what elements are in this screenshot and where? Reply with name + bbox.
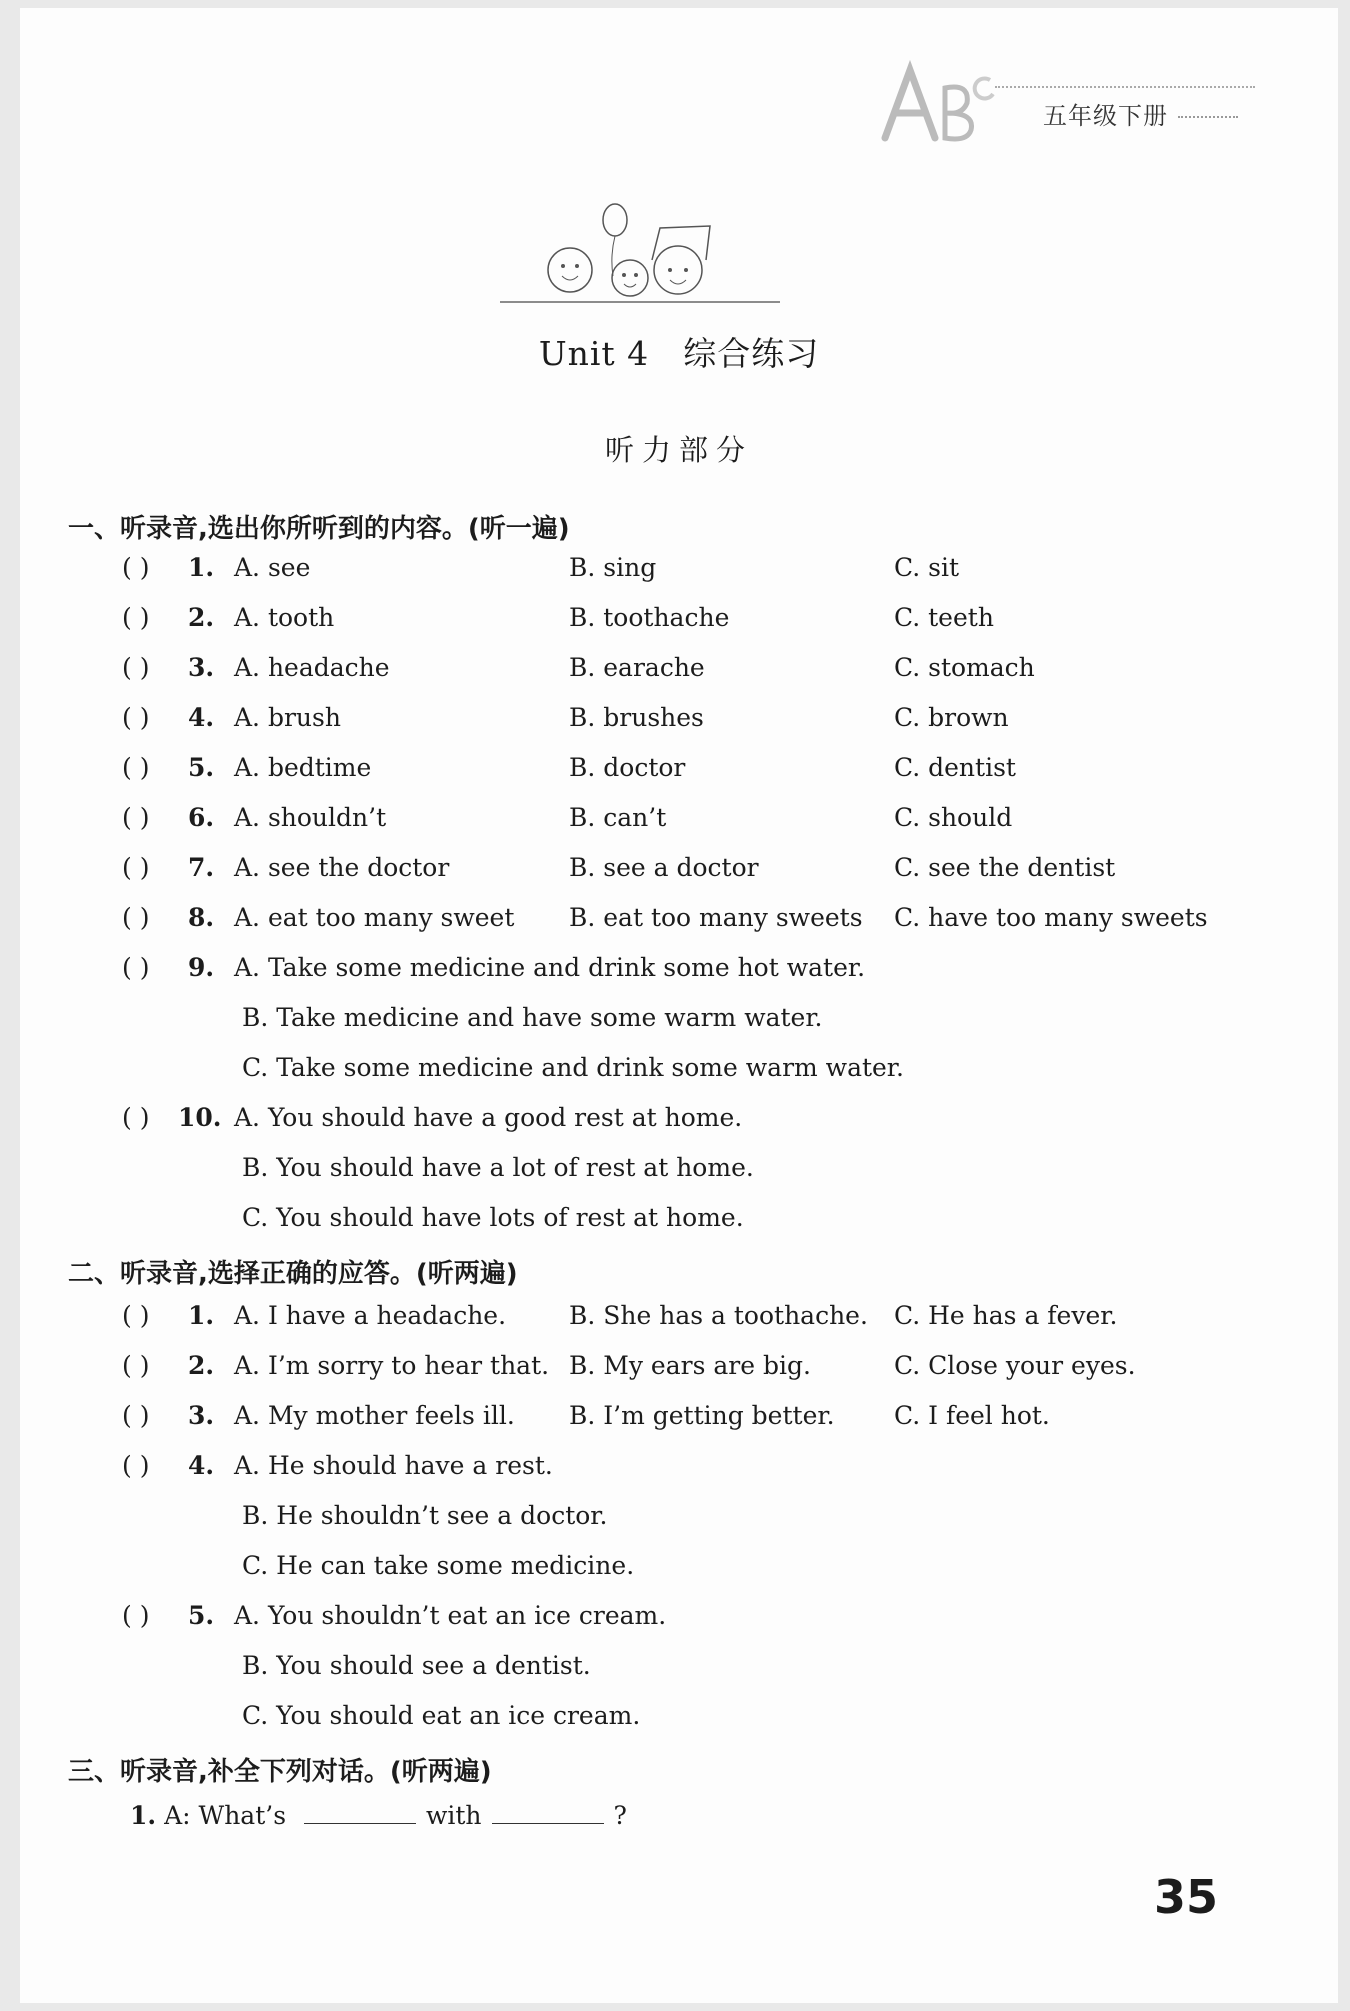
question-number: 3. xyxy=(188,653,215,682)
question-number: 5. xyxy=(188,1601,215,1630)
s2-q4-option-c: C. He can take some medicine. xyxy=(242,1551,635,1580)
option-b: B. My ears are big. xyxy=(569,1351,811,1380)
option-c: C. stomach xyxy=(894,653,1035,682)
option-a: A. see xyxy=(234,553,311,582)
question-number: 6. xyxy=(188,803,215,832)
option-b: B. sing xyxy=(569,553,657,582)
question-number: 10. xyxy=(178,1103,222,1132)
option-b: B. brushes xyxy=(569,703,704,732)
answer-blank-2[interactable] xyxy=(492,1801,604,1824)
option-a: A. brush xyxy=(234,703,341,732)
answer-paren[interactable]: ( ) xyxy=(122,1451,150,1480)
answer-paren[interactable]: ( ) xyxy=(122,603,150,632)
unit-number: Unit 4 xyxy=(538,334,650,373)
option-c: C. Close your eyes. xyxy=(894,1351,1136,1380)
s2-q5-option-c: C. You should eat an ice cream. xyxy=(242,1701,641,1730)
option-c: C. have too many sweets xyxy=(894,903,1208,932)
answer-paren[interactable]: ( ) xyxy=(122,753,150,782)
question-number: 4. xyxy=(188,703,215,732)
s2-q5-option-b: B. You should see a dentist. xyxy=(242,1651,591,1680)
kids-illustration xyxy=(500,198,780,308)
option-a: A. tooth xyxy=(234,603,335,632)
option-a: A. see the doctor xyxy=(234,853,450,882)
option-b: B. earache xyxy=(569,653,705,682)
section-1-heading: 一、听录音,选出你所听到的内容。(听一遍) xyxy=(68,514,570,544)
option-b: B. I’m getting better. xyxy=(569,1401,835,1430)
answer-paren[interactable]: ( ) xyxy=(122,1401,150,1430)
answer-paren[interactable]: ( ) xyxy=(122,1103,150,1132)
option-c: C. should xyxy=(894,803,1013,832)
s1-q10-option-c: C. You should have lots of rest at home. xyxy=(242,1203,744,1232)
option-c: C. brown xyxy=(894,703,1009,732)
option-b: B. toothache xyxy=(569,603,730,632)
answer-paren[interactable]: ( ) xyxy=(122,803,150,832)
option-a: A. headache xyxy=(234,653,390,682)
option-a: A. bedtime xyxy=(234,753,372,782)
option-a: A. Take some medicine and drink some hot water. xyxy=(234,953,866,982)
s1-q10-option-b: B. You should have a lot of rest at home. xyxy=(242,1153,754,1182)
dialogue-word: with xyxy=(425,1801,482,1830)
question-number: 3. xyxy=(188,1401,215,1430)
s1-q9-option-b: B. Take medicine and have some warm water. xyxy=(242,1003,823,1032)
question-number: 9. xyxy=(188,953,215,982)
answer-paren[interactable]: ( ) xyxy=(122,653,150,682)
grade-label: 五年级下册 xyxy=(1043,96,1238,131)
question-number: 1. xyxy=(188,1301,215,1330)
option-a: A. shouldn’t xyxy=(234,803,387,832)
answer-paren[interactable]: ( ) xyxy=(122,553,150,582)
option-b: B. can’t xyxy=(569,803,667,832)
answer-paren[interactable]: ( ) xyxy=(122,1601,150,1630)
option-b: B. She has a toothache. xyxy=(569,1301,868,1330)
header-dotted-line xyxy=(995,86,1255,88)
option-c: C. sit xyxy=(894,553,960,582)
question-mark: ? xyxy=(613,1801,627,1830)
worksheet-page xyxy=(20,8,1338,2003)
option-b: B. see a doctor xyxy=(569,853,759,882)
option-b: B. eat too many sweets xyxy=(569,903,863,932)
unit-name: 综合练习 xyxy=(683,334,820,373)
option-a: A. He should have a rest. xyxy=(234,1451,553,1480)
section-2-heading: 二、听录音,选择正确的应答。(听两遍) xyxy=(68,1259,518,1289)
speaker-label: A: xyxy=(164,1801,191,1830)
answer-paren[interactable]: ( ) xyxy=(122,853,150,882)
question-number: 2. xyxy=(188,1351,215,1380)
answer-paren[interactable]: ( ) xyxy=(122,903,150,932)
option-a: A. I’m sorry to hear that. xyxy=(234,1351,550,1380)
option-a: A. You should have a good rest at home. xyxy=(234,1103,743,1132)
s3-item-1 xyxy=(130,1801,627,1830)
option-c: C. see the dentist xyxy=(894,853,1116,882)
option-c: C. dentist xyxy=(894,753,1016,782)
abc-logo xyxy=(875,58,1005,148)
unit-title xyxy=(20,328,1338,375)
question-number: 2. xyxy=(188,603,215,632)
option-a: A. eat too many sweet xyxy=(234,903,515,932)
question-number: 8. xyxy=(188,903,215,932)
option-c: C. He has a fever. xyxy=(894,1301,1118,1330)
question-number: 1. xyxy=(188,553,215,582)
s1-q9-option-c: C. Take some medicine and drink some warm water. xyxy=(242,1053,904,1082)
option-b: B. doctor xyxy=(569,753,686,782)
question-number: 7. xyxy=(188,853,215,882)
answer-paren[interactable]: ( ) xyxy=(122,953,150,982)
answer-paren[interactable]: ( ) xyxy=(122,1301,150,1330)
answer-blank-1[interactable] xyxy=(304,1801,416,1824)
dialogue-word: What’s xyxy=(198,1801,287,1830)
option-a: A. You shouldn’t eat an ice cream. xyxy=(234,1601,667,1630)
answer-paren[interactable]: ( ) xyxy=(122,703,150,732)
option-c: C. teeth xyxy=(894,603,994,632)
question-number: 5. xyxy=(188,753,215,782)
section-subtitle: 听力部分 xyxy=(604,433,753,467)
item-number: 1. xyxy=(130,1801,157,1830)
option-a: A. I have a headache. xyxy=(234,1301,507,1330)
option-c: C. I feel hot. xyxy=(894,1401,1050,1430)
question-number: 4. xyxy=(188,1451,215,1480)
answer-paren[interactable]: ( ) xyxy=(122,1351,150,1380)
section-3-heading: 三、听录音,补全下列对话。(听两遍) xyxy=(68,1757,492,1787)
page-number: 35 xyxy=(1153,1870,1218,1924)
option-a: A. My mother feels ill. xyxy=(234,1401,515,1430)
s2-q4-option-b: B. He shouldn’t see a doctor. xyxy=(242,1501,608,1530)
